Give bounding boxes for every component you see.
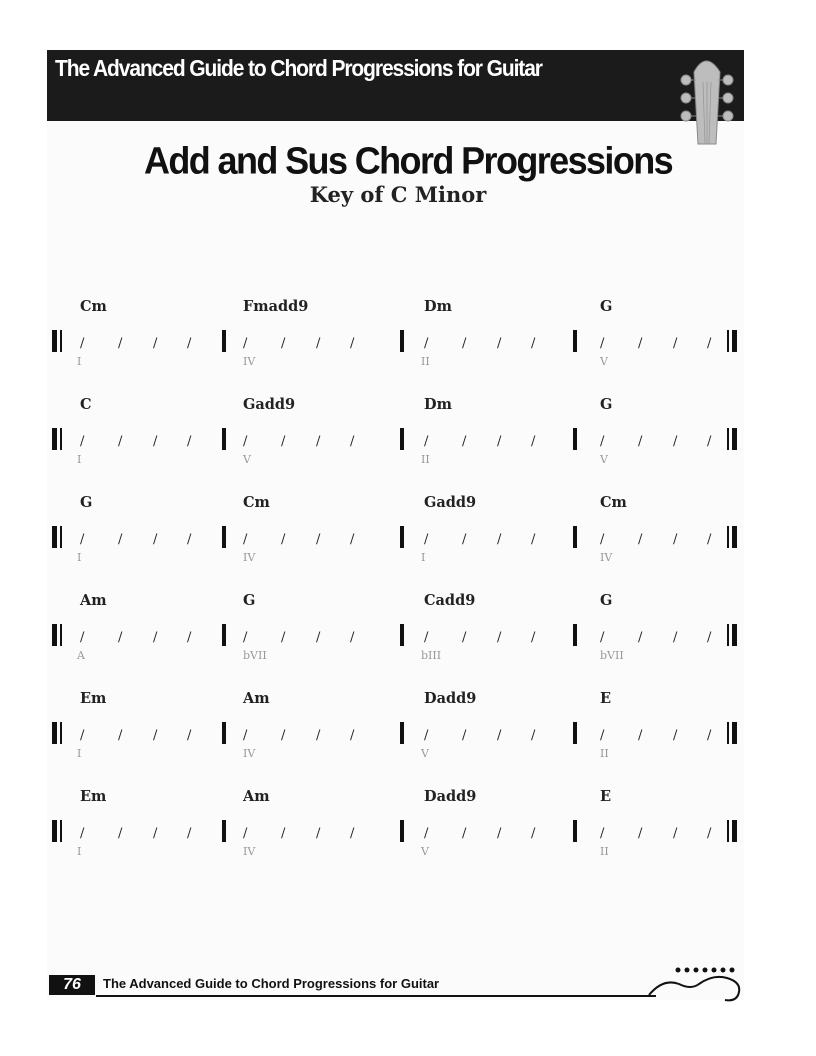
bar-line <box>573 820 577 842</box>
progression-row <box>0 396 816 476</box>
roman-numeral: V <box>421 845 429 858</box>
header-banner <box>47 50 744 121</box>
roman-numeral: bVII <box>600 649 624 662</box>
beat-slash: / <box>462 826 467 841</box>
beat-slash: / <box>80 336 85 351</box>
beat-slash: / <box>118 532 123 547</box>
beat-slash: / <box>424 532 429 547</box>
bar-line <box>400 820 404 842</box>
end-repeat-bar <box>732 820 737 842</box>
end-repeat-bar <box>727 526 729 548</box>
beat-slash: / <box>531 336 536 351</box>
beat-slash: / <box>424 728 429 743</box>
bar-line <box>400 330 404 352</box>
end-repeat-bar <box>727 820 729 842</box>
footer-text: The Advanced Guide to Chord Progressions for Guitar <box>103 976 440 991</box>
bar-line <box>573 330 577 352</box>
chord-name: G <box>600 396 613 413</box>
beat-slash: / <box>600 434 605 449</box>
beat-slash: / <box>497 826 502 841</box>
beat-slash: / <box>638 532 643 547</box>
beat-slash: / <box>80 434 85 449</box>
beat-slash: / <box>316 826 321 841</box>
chord-name: E <box>600 690 612 707</box>
beat-slash: / <box>187 336 192 351</box>
guitar-headstock-icon <box>676 52 738 146</box>
end-repeat-bar <box>732 722 737 744</box>
beat-slash: / <box>243 826 248 841</box>
chord-name: E <box>600 788 612 805</box>
bar-line <box>222 624 226 646</box>
beat-slash: / <box>118 728 123 743</box>
beat-slash: / <box>673 630 678 645</box>
start-repeat-bar <box>60 526 62 548</box>
beat-slash: / <box>600 336 605 351</box>
beat-slash: / <box>153 336 158 351</box>
roman-numeral: A <box>77 649 85 662</box>
beat-slash: / <box>80 532 85 547</box>
bar-line <box>573 722 577 744</box>
progression-row <box>0 494 816 574</box>
beat-slash: / <box>531 532 536 547</box>
beat-slash: / <box>497 532 502 547</box>
beat-slash: / <box>153 630 158 645</box>
beat-slash: / <box>281 630 286 645</box>
beat-slash: / <box>243 630 248 645</box>
start-repeat-bar <box>52 624 57 646</box>
roman-numeral: I <box>77 747 82 760</box>
chord-name: Gadd9 <box>243 396 296 413</box>
beat-slash: / <box>118 630 123 645</box>
roman-numeral: IV <box>243 355 256 368</box>
beat-slash: / <box>638 826 643 841</box>
beat-slash: / <box>424 630 429 645</box>
beat-slash: / <box>531 434 536 449</box>
guitar-body-icon <box>645 962 745 1006</box>
beat-slash: / <box>80 630 85 645</box>
beat-slash: / <box>281 434 286 449</box>
roman-numeral: II <box>421 355 430 368</box>
roman-numeral: IV <box>243 845 256 858</box>
bar-line <box>400 624 404 646</box>
beat-slash: / <box>707 630 712 645</box>
beat-slash: / <box>350 728 355 743</box>
chord-name: Em <box>80 788 107 805</box>
beat-slash: / <box>462 630 467 645</box>
chord-name: Cadd9 <box>424 592 476 609</box>
start-repeat-bar <box>60 722 62 744</box>
bar-line <box>222 330 226 352</box>
chord-name: Fmadd9 <box>243 298 309 315</box>
roman-numeral: bIII <box>421 649 442 662</box>
beat-slash: / <box>153 434 158 449</box>
roman-numeral: V <box>600 453 608 466</box>
chord-name: Cm <box>80 298 107 315</box>
roman-numeral: I <box>77 453 82 466</box>
roman-numeral: I <box>77 845 82 858</box>
beat-slash: / <box>531 630 536 645</box>
beat-slash: / <box>497 630 502 645</box>
beat-slash: / <box>638 336 643 351</box>
beat-slash: / <box>497 728 502 743</box>
end-repeat-bar <box>732 526 737 548</box>
beat-slash: / <box>316 728 321 743</box>
beat-slash: / <box>497 336 502 351</box>
beat-slash: / <box>80 728 85 743</box>
beat-slash: / <box>350 532 355 547</box>
footer-rule <box>96 995 656 997</box>
end-repeat-bar <box>727 624 729 646</box>
beat-slash: / <box>350 630 355 645</box>
chord-name: Gadd9 <box>424 494 477 511</box>
progression-row <box>0 298 816 378</box>
roman-numeral: II <box>600 845 609 858</box>
roman-numeral: V <box>600 355 608 368</box>
beat-slash: / <box>281 728 286 743</box>
chord-name: G <box>243 592 256 609</box>
chord-name: Dadd9 <box>424 690 477 707</box>
chord-name: Am <box>80 592 107 609</box>
roman-numeral: bVII <box>243 649 267 662</box>
beat-slash: / <box>673 336 678 351</box>
roman-numeral: II <box>600 747 609 760</box>
beat-slash: / <box>531 728 536 743</box>
page-number: 76 <box>49 975 95 995</box>
chord-name: C <box>80 396 92 413</box>
beat-slash: / <box>316 630 321 645</box>
end-repeat-bar <box>727 722 729 744</box>
roman-numeral: I <box>77 551 82 564</box>
beat-slash: / <box>350 434 355 449</box>
roman-numeral: V <box>421 747 429 760</box>
bar-line <box>222 722 226 744</box>
page-subtitle: Key of C Minor <box>309 182 487 207</box>
page-title: Add and Sus Chord Progressions <box>143 138 673 182</box>
header-title: The Advanced Guide to Chord Progressions for Guitar <box>55 56 542 82</box>
chord-name: Dm <box>424 298 452 315</box>
roman-numeral: IV <box>243 551 256 564</box>
beat-slash: / <box>80 826 85 841</box>
beat-slash: / <box>462 532 467 547</box>
start-repeat-bar <box>52 330 57 352</box>
beat-slash: / <box>424 336 429 351</box>
bar-line <box>222 820 226 842</box>
start-repeat-bar <box>60 330 62 352</box>
beat-slash: / <box>673 826 678 841</box>
start-repeat-bar <box>52 526 57 548</box>
roman-numeral: V <box>243 453 251 466</box>
beat-slash: / <box>673 532 678 547</box>
beat-slash: / <box>118 434 123 449</box>
bar-line <box>400 428 404 450</box>
beat-slash: / <box>118 336 123 351</box>
beat-slash: / <box>707 728 712 743</box>
beat-slash: / <box>243 532 248 547</box>
beat-slash: / <box>673 434 678 449</box>
beat-slash: / <box>424 826 429 841</box>
beat-slash: / <box>462 434 467 449</box>
chord-name: Dadd9 <box>424 788 477 805</box>
bar-line <box>573 428 577 450</box>
bar-line <box>573 526 577 548</box>
chord-name: Am <box>243 788 270 805</box>
beat-slash: / <box>281 532 286 547</box>
bar-line <box>222 526 226 548</box>
beat-slash: / <box>281 336 286 351</box>
roman-numeral: IV <box>600 551 613 564</box>
chord-name: Am <box>243 690 270 707</box>
chord-name: G <box>600 592 613 609</box>
chord-name: G <box>600 298 613 315</box>
start-repeat-bar <box>60 428 62 450</box>
start-repeat-bar <box>60 624 62 646</box>
chord-name: G <box>80 494 93 511</box>
start-repeat-bar <box>60 820 62 842</box>
beat-slash: / <box>316 532 321 547</box>
beat-slash: / <box>118 826 123 841</box>
beat-slash: / <box>243 434 248 449</box>
bar-line <box>222 428 226 450</box>
beat-slash: / <box>497 434 502 449</box>
beat-slash: / <box>316 434 321 449</box>
beat-slash: / <box>600 826 605 841</box>
beat-slash: / <box>600 532 605 547</box>
beat-slash: / <box>281 826 286 841</box>
beat-slash: / <box>153 826 158 841</box>
bar-line <box>573 624 577 646</box>
roman-numeral: II <box>421 453 430 466</box>
beat-slash: / <box>243 728 248 743</box>
beat-slash: / <box>187 728 192 743</box>
roman-numeral: I <box>421 551 426 564</box>
beat-slash: / <box>462 336 467 351</box>
beat-slash: / <box>531 826 536 841</box>
beat-slash: / <box>600 728 605 743</box>
beat-slash: / <box>707 826 712 841</box>
beat-slash: / <box>424 434 429 449</box>
beat-slash: / <box>187 434 192 449</box>
end-repeat-bar <box>732 624 737 646</box>
beat-slash: / <box>153 532 158 547</box>
roman-numeral: I <box>77 355 82 368</box>
chord-name: Dm <box>424 396 452 413</box>
end-repeat-bar <box>727 330 729 352</box>
beat-slash: / <box>350 826 355 841</box>
chord-name: Em <box>80 690 107 707</box>
beat-slash: / <box>187 826 192 841</box>
beat-slash: / <box>707 336 712 351</box>
beat-slash: / <box>187 532 192 547</box>
beat-slash: / <box>316 336 321 351</box>
progression-row <box>0 690 816 770</box>
beat-slash: / <box>638 630 643 645</box>
beat-slash: / <box>462 728 467 743</box>
roman-numeral: IV <box>243 747 256 760</box>
end-repeat-bar <box>727 428 729 450</box>
beat-slash: / <box>153 728 158 743</box>
progression-row <box>0 592 816 672</box>
beat-slash: / <box>673 728 678 743</box>
chord-name: Cm <box>600 494 627 511</box>
start-repeat-bar <box>52 820 57 842</box>
bar-line <box>400 526 404 548</box>
beat-slash: / <box>600 630 605 645</box>
bar-line <box>400 722 404 744</box>
beat-slash: / <box>187 630 192 645</box>
beat-slash: / <box>707 532 712 547</box>
chord-name: Cm <box>243 494 270 511</box>
beat-slash: / <box>707 434 712 449</box>
beat-slash: / <box>638 728 643 743</box>
progression-row <box>0 788 816 868</box>
end-repeat-bar <box>732 330 737 352</box>
beat-slash: / <box>350 336 355 351</box>
start-repeat-bar <box>52 722 57 744</box>
start-repeat-bar <box>52 428 57 450</box>
end-repeat-bar <box>732 428 737 450</box>
beat-slash: / <box>638 434 643 449</box>
beat-slash: / <box>243 336 248 351</box>
